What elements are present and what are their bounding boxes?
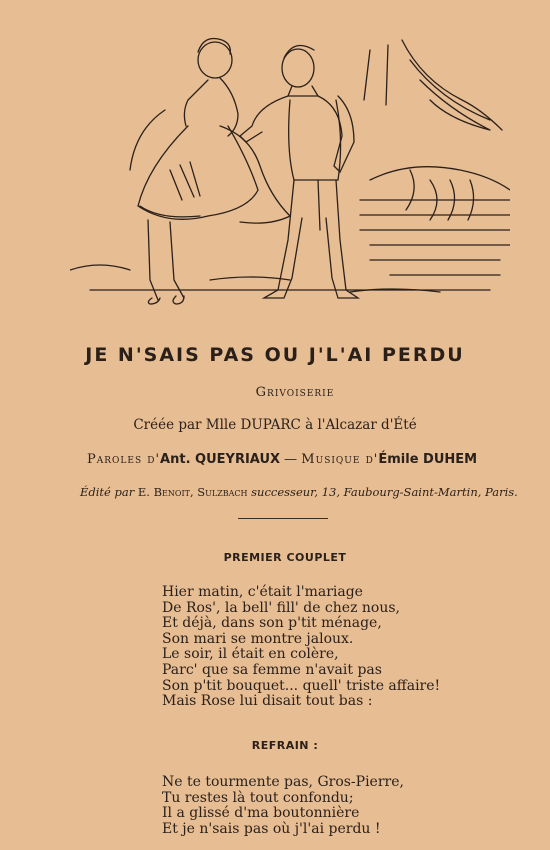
couplet-heading: PREMIER COUPLET xyxy=(223,551,347,564)
publisher-successeur: successeur, xyxy=(251,485,319,499)
verse-line: Son mari se montre jaloux. xyxy=(162,630,354,647)
verse-line: Hier matin, c'était l'mariage xyxy=(162,584,363,600)
verse-line: Le soir, il était en colère, xyxy=(162,646,339,663)
verse-line: De Ros', la bell' fill' de chez nous, xyxy=(162,599,400,616)
song-title: JE N'SAIS PAS OU J'L'AI PERDU xyxy=(85,344,465,366)
refrain-heading: REFRAIN : xyxy=(251,739,319,752)
creation-line: Créée par Mlle DUPARC à l'Alcazar d'Été xyxy=(133,417,417,433)
verse-line: Son p'tit bouquet... quell' triste affaire! xyxy=(162,677,441,694)
verse-line: Parc' que sa femme n'avait pas xyxy=(162,661,382,678)
couple-illustration xyxy=(70,30,510,305)
composer-label: Musique d' xyxy=(301,452,379,467)
refrain-line: Ne te tourmente pas, Gros-Pierre, xyxy=(162,774,404,790)
credits-line xyxy=(87,452,477,467)
publisher-line xyxy=(80,485,518,499)
refrain-line: Il a glissé d'ma boutonnière xyxy=(162,805,360,822)
refrain-verse xyxy=(162,775,404,837)
verse-line: Et déjà, dans son p'tit ménage, xyxy=(162,615,382,632)
divider-rule xyxy=(238,518,328,519)
refrain-line: Et je n'sais pas où j'l'ai perdu ! xyxy=(162,820,381,837)
lyricist-name: Ant. QUEYRIAUX xyxy=(160,452,281,467)
verse-line: Mais Rose lui disait tout bas : xyxy=(162,693,373,710)
publisher-name: E. Benoit, Sulzbach xyxy=(137,485,248,499)
credits-separator: — xyxy=(280,452,302,467)
refrain-line: Tu restes là tout confondu; xyxy=(162,789,354,806)
lyricist-label: Paroles d' xyxy=(87,452,161,467)
composer-name: Émile DUHEM xyxy=(378,452,478,467)
publisher-address: 13, Faubourg-Saint-Martin, Paris. xyxy=(321,485,518,499)
couplet-verse xyxy=(162,585,440,710)
song-genre: Grivoiserie xyxy=(255,385,335,400)
publisher-edite-par: Édité par xyxy=(80,485,135,499)
